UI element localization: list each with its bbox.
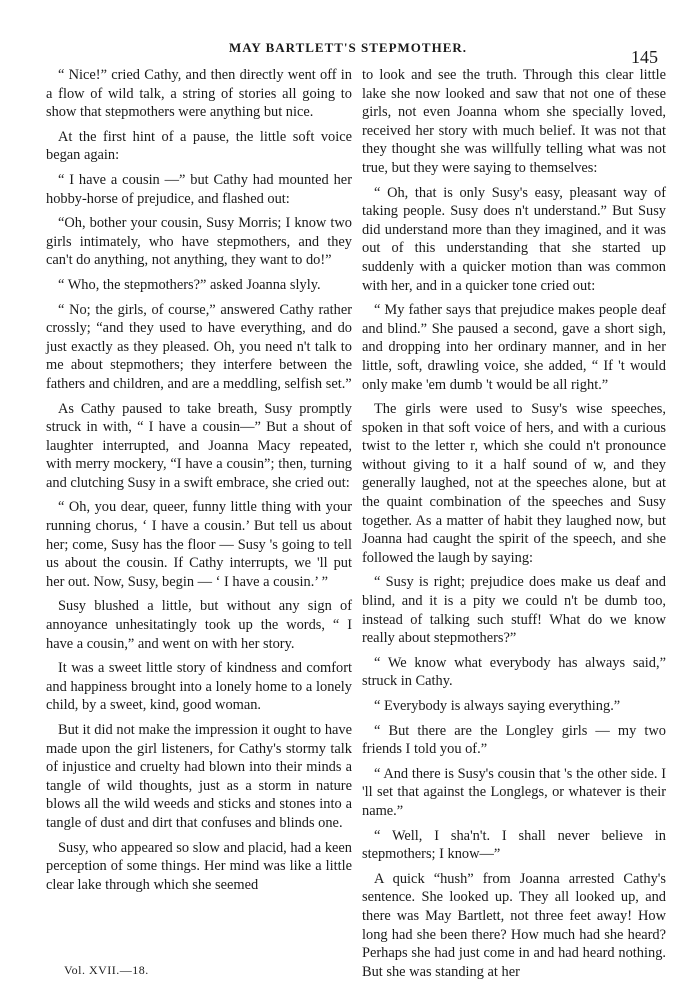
paragraph: “ Well, I sha'n't. I shall never believe in stepmothers; I know—” — [362, 827, 666, 863]
right-column — [362, 66, 666, 987]
paragraph: “ Nice!” cried Cathy, and then directly went off in a flow of wild talk, a string of stories all going to show that stepmothers were anything but nice. — [46, 67, 352, 121]
paragraph: “ Oh, you dear, queer, funny little thing with your running chorus, ‘ I have a cousin.’ But tell us about her; come, Susy has the floor — Susy 's going to tell us about the cousin. If Cathy interrupts, we 'll put her out. Now, Susy, begin — ‘ I have a cousin.’ ” — [46, 499, 352, 590]
signature-mark: Vol. XVII.—18. — [64, 963, 149, 977]
paragraph: It was a sweet little story of kindness and comfort and happiness brought into a lonely home to a lonely child, by a sweet, kind, good woman. — [46, 660, 352, 714]
page-number: 145 — [631, 47, 658, 67]
paragraph: “ Susy is right; prejudice does make us deaf and blind, and it is a pity we could n't be dumb too, instead of talking such stuff! What do we know really about stepmothers?” — [362, 574, 666, 647]
paragraph: The girls were used to Susy's wise speeches, spoken in that soft voice of hers, and with a curious twist to the letter r, which she could n't pronounce without giving to it a half sound of w, and they generally laughed, not at the speeches alone, but at the quaint combination of the speeches and Susy together. As a matter of habit they laughed now, but Joanna had caught the spirit of the speech, and she followed the laugh by saying: — [362, 401, 666, 566]
paragraph: But it did not make the impression it ought to have made upon the girl listeners, for Cathy's stormy talk of injustice and cruelty had blown into their minds a tangle of wild thoughts, just as a storm in nature blows all the wild weeds and sticks and stones into a tangle of dust and dirt that confuses and blinds one. — [46, 722, 352, 831]
paragraph: “ And there is Susy's cousin that 's the other side. I 'll set that against the Longlegs, or whatever is their name.” — [362, 765, 666, 819]
paragraph: “ I have a cousin —” but Cathy had mounted her hobby-horse of prejudice, and flashed out: — [46, 171, 352, 207]
paragraph: As Cathy paused to take breath, Susy promptly struck in with, “ I have a cousin—” But a shout of laughter interrupted, and Joanna Macy repeated, with merry mockery, “I have a cousin”; then, turning and clutching Susy in a swift embrace, she cried out: — [46, 400, 352, 491]
paragraph: “ Oh, that is only Susy's easy, pleasant way of taking people. Susy does n't understand.” But Susy did understand more than they imagined, and it was out of this understanding that she started up suddenly with a quicker motion than was common with her, and in a quicker tone cried out: — [362, 184, 666, 294]
running-title: MAY BARTLETT'S STEPMOTHER. — [228, 40, 468, 55]
paragraph: “ My father says that prejudice makes people deaf and blind.” She paused a second, gave a short sigh, and dropping into her ordinary manner, and in her little, soft, drawling voice, she added, “ If 't would only make 'em dumb 't would be all right.” — [362, 302, 666, 393]
left-column — [46, 66, 352, 900]
paragraph: A quick “hush” from Joanna arrested Cathy's sentence. She looked up. They all looked up, and there was May Bartlett, not three feet away! How long had she been there? How much had she heard? Perhaps she had just come in and had heard nothing. But she was standing at her — [362, 870, 666, 980]
paragraph: “ Who, the stepmothers?” asked Joanna slyly. — [58, 276, 321, 293]
paragraph: to look and see the truth. Through this clear little lake she now looked and saw that not one of these girls, not even Joanna whom she specially loved, received her story with much belief. It was not that they thought she was willfully telling what was not true, but they were saying to themselves: — [362, 67, 666, 176]
paragraph: “ But there are the Longley girls — my two friends I told you of.” — [362, 722, 666, 758]
paragraph: Susy, who appeared so slow and placid, had a keen perception of some things. Her mind was like a little clear lake through which she seemed — [46, 839, 352, 893]
paragraph: “ No; the girls, of course,” answered Cathy rather crossly; “and they used to have everything, and do just exactly as they pleased. Oh, you need n't talk to me about stepmothers; they interfere between the fathers and children, and are a meddling, selfish set.” — [46, 301, 352, 392]
paragraph: At the first hint of a pause, the little soft voice began again: — [46, 128, 352, 164]
paragraph: Susy blushed a little, but without any sign of annoyance unhesitatingly took up the words, “ I have a cousin,” and went on with her story. — [46, 598, 352, 652]
paragraph: “ Everybody is always saying everything.” — [374, 698, 621, 714]
paragraph: “Oh, bother your cousin, Susy Morris; I know two girls intimately, who have stepmothers, and they can't do anything, not anything, they want to do!” — [46, 215, 352, 269]
paragraph: “ We know what everybody has always said,” struck in Cathy. — [362, 654, 666, 690]
